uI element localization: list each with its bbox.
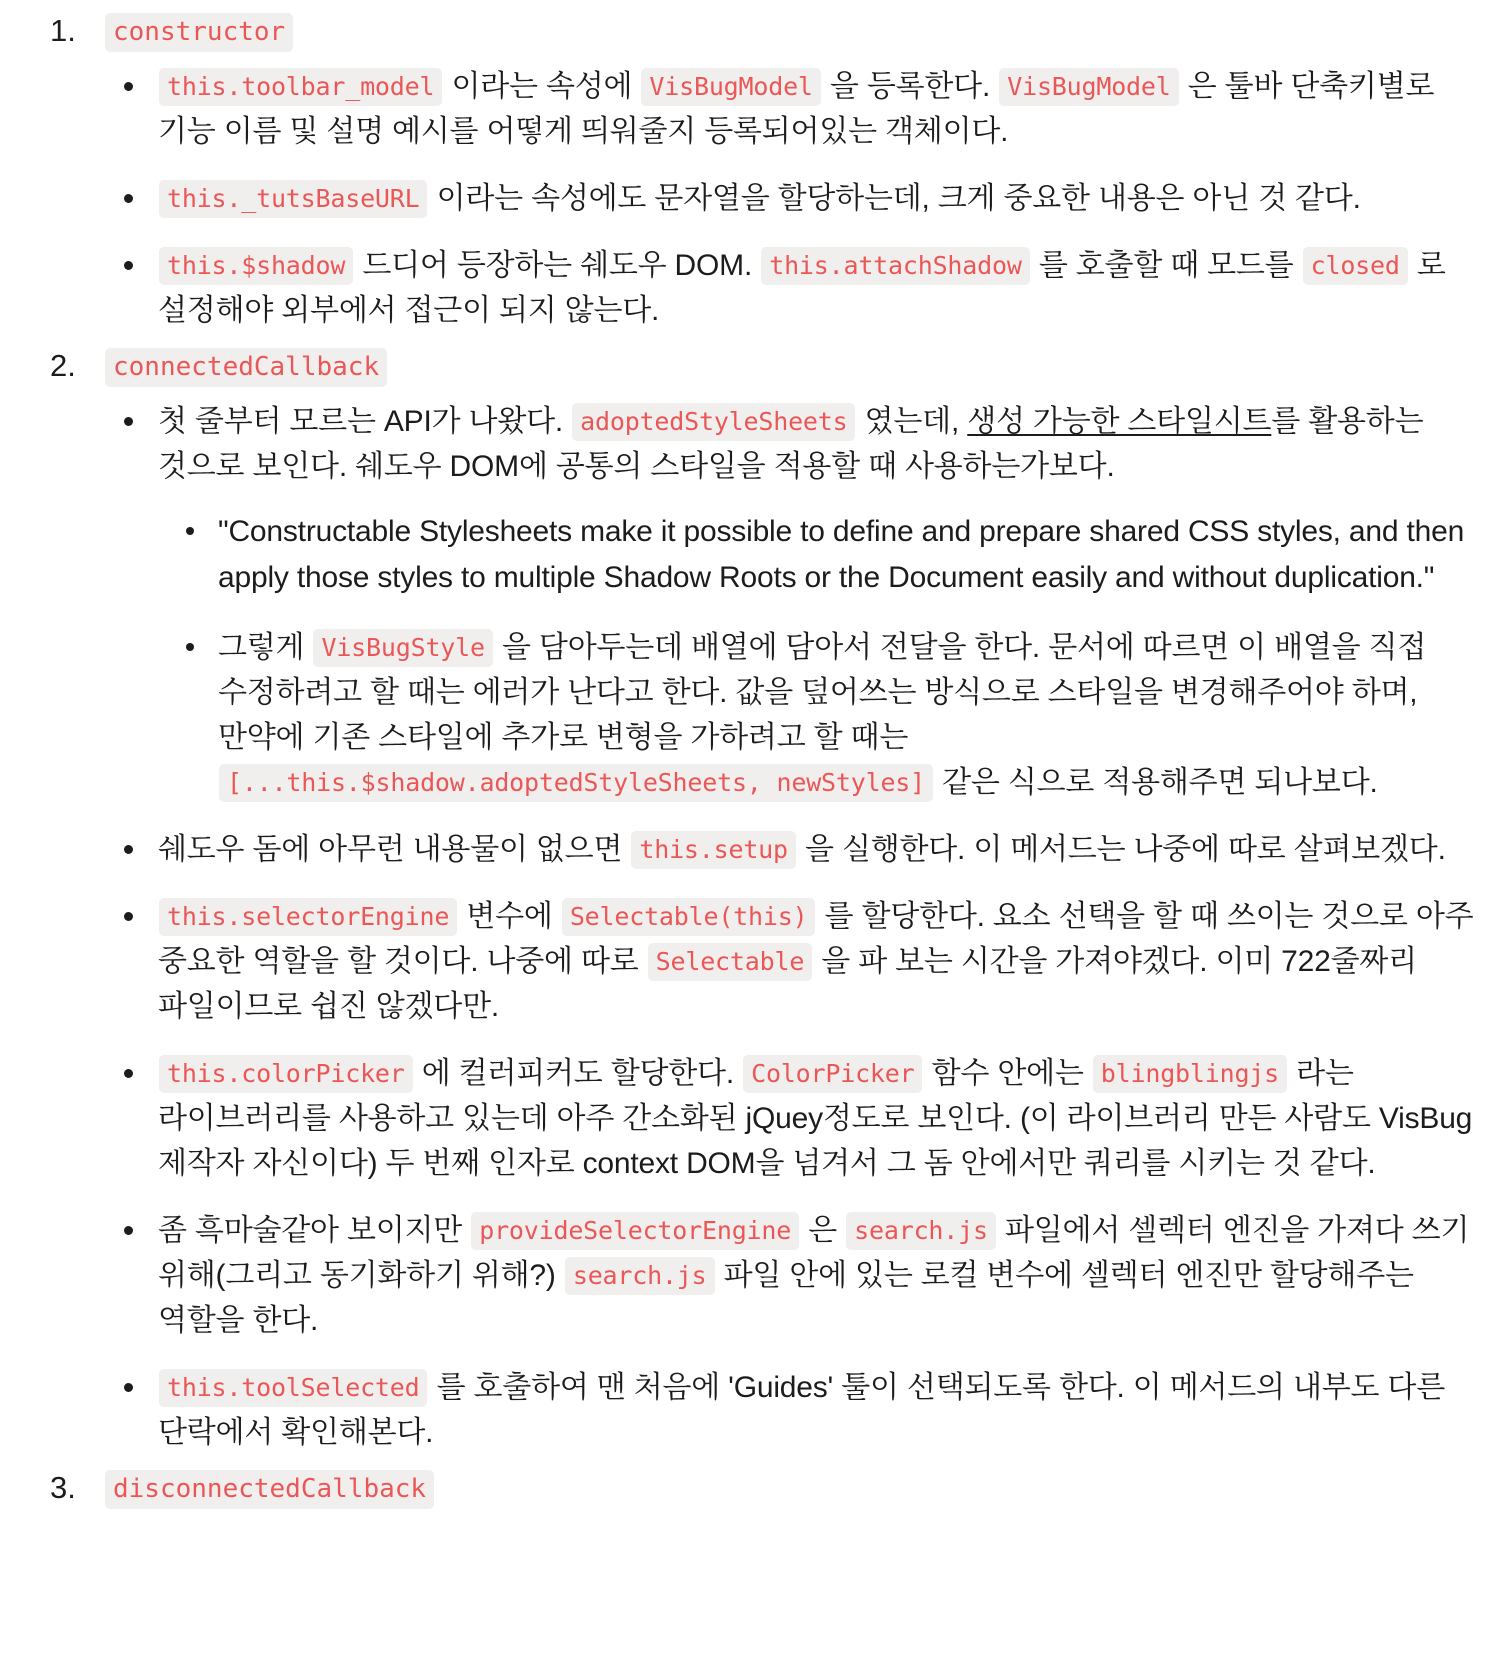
list-item [104, 1365, 1480, 1455]
list-item-text [158, 894, 1480, 1029]
section-heading [104, 343, 1480, 389]
body-text: 파일 안에 있는 로컬 변수에 셀렉터 엔진만 할당해주는 역할을 한다. [158, 1259, 1414, 1337]
list-item-text [158, 827, 1480, 872]
inline-code: closed [1303, 247, 1408, 285]
list-item [164, 625, 1480, 805]
bullet-list [104, 64, 1480, 333]
body-text: 그렇게 [218, 631, 313, 664]
body-text: 를 호출하여 맨 처음에 'Guides' 툴이 선택되도록 한다. 이 메서드의 내부도 다른 단락에서 확인해본다. [158, 1371, 1445, 1449]
inline-code: Selectable(this) [562, 898, 816, 936]
list-item-text [158, 64, 1480, 154]
body-text: 이라는 속성에 [443, 70, 641, 103]
body-text: 은 [800, 1214, 846, 1247]
section-heading [104, 8, 1480, 54]
nested-bullet-list [158, 509, 1480, 805]
body-text: 쉐도우 돔에 아무런 내용물이 없으면 [158, 833, 631, 866]
inline-code: this.toolbar_model [159, 68, 442, 106]
body-text: 이라는 속성에도 문자열을 할당하는데, 크게 중요한 내용은 아닌 것 같다. [428, 182, 1361, 215]
bullet-dot-icon [124, 845, 133, 854]
inline-code: this.toolSelected [159, 1369, 427, 1407]
inline-code: this._tutsBaseURL [159, 180, 427, 218]
body-text: 변수에 [458, 900, 561, 933]
body-text: 을 파 보는 시간을 가져야겠다. 이미 722줄짜리 파일이므로 쉽진 않겠다만. [158, 945, 1417, 1023]
bullet-dot-icon [124, 261, 133, 270]
list-number: 2. [50, 348, 76, 383]
inline-code: VisBugModel [641, 68, 820, 106]
inline-code: Selectable [648, 943, 813, 981]
list-item-text [158, 399, 1480, 489]
bullet-dot-icon [124, 1069, 133, 1078]
inline-code: [...this.$shadow.adoptedStyleSheets, newStyles] [219, 764, 933, 802]
inline-code: VisBugStyle [313, 629, 492, 667]
numbered-list-item [18, 1465, 1480, 1511]
list-item [164, 509, 1480, 601]
body-text: 파일에서 셀렉터 엔진을 가져다 쓰기 위해(그리고 동기화하기 위해?) [158, 1214, 1470, 1292]
body-text: 첫 줄부터 모르는 API가 나왔다. [158, 405, 572, 438]
inline-code: adoptedStyleSheets [572, 403, 855, 441]
bullet-dot-icon [124, 194, 133, 203]
body-text: 같은 식으로 적용해주면 되나보다. [934, 766, 1378, 799]
body-text: 은 툴바 단축키별로 기능 이름 및 설명 예시를 어떻게 띄워줄지 등록되어있는 객체이다. [158, 70, 1435, 148]
list-item [104, 1051, 1480, 1186]
body-text: 을 담아두는데 배열에 담아서 전달을 한다. 문서에 따르면 이 배열을 직접 수정하려고 할 때는 에러가 난다고 한다. 값을 덮어쓰는 방식으로 스타일을 변경해주어야 하며, 만약에 기존 스타일에 추가로 변형을 가하려고 할 때는 [218, 631, 1427, 754]
inline-code: search.js [565, 1257, 715, 1295]
inline-code: this.$shadow [159, 247, 353, 285]
section-heading [104, 1465, 1480, 1511]
list-item-text [158, 176, 1480, 221]
body-text: 를 활용하는 것으로 보인다. 쉐도우 DOM에 공통의 스타일을 적용할 때 사용하는가보다. [158, 405, 1424, 483]
body-text: 을 등록한다. [821, 70, 999, 103]
bullet-list [104, 399, 1480, 1455]
inline-code: blingblingjs [1093, 1055, 1287, 1093]
body-text: 함수 안에는 [923, 1057, 1092, 1090]
body-text: 을 실행한다. 이 메서드는 나중에 따로 살펴보겠다. [796, 833, 1446, 866]
body-text: 좀 흑마술같아 보이지만 [158, 1214, 471, 1247]
quote-text: "Constructable Stylesheets make it possible to define and prepare shared CSS styles, and then apply those styles to multiple Shadow Roots or the Document easily and without duplication." [218, 515, 1465, 594]
bullet-dot-icon [124, 912, 133, 921]
list-item [104, 894, 1480, 1029]
bullet-dot-icon [186, 643, 194, 651]
inline-code: provideSelectorEngine [471, 1212, 799, 1250]
bullet-dot-icon [186, 527, 194, 535]
inline-code: this.colorPicker [159, 1055, 413, 1093]
numbered-list-item [18, 343, 1480, 1455]
list-number: 1. [50, 13, 76, 48]
inline-code: this.selectorEngine [159, 898, 457, 936]
list-item-text [218, 509, 1480, 601]
list-item [104, 64, 1480, 154]
bullet-dot-icon [124, 1226, 133, 1235]
inline-code: ColorPicker [743, 1055, 922, 1093]
inline-link[interactable]: 생성 가능한 스타일시트 [967, 405, 1272, 438]
body-text: 로 설정해야 외부에서 접근이 되지 않는다. [158, 249, 1446, 327]
list-item-text [158, 1051, 1480, 1186]
list-item-text [158, 1365, 1480, 1455]
list-item [104, 176, 1480, 221]
body-text: 를 호출할 때 모드를 [1030, 249, 1302, 282]
heading-inline-code: disconnectedCallback [105, 1470, 434, 1509]
numbered-list-item [18, 8, 1480, 333]
list-item-text [158, 243, 1480, 333]
ordered-list [18, 8, 1480, 1511]
body-text: 에 컬러피커도 할당한다. [413, 1057, 743, 1090]
list-item-text [218, 625, 1480, 805]
list-item [104, 399, 1480, 805]
list-item [104, 243, 1480, 333]
inline-code: search.js [846, 1212, 996, 1250]
list-item [104, 1208, 1480, 1343]
body-text: 였는데, [856, 405, 968, 438]
body-text: 라는 라이브러리를 사용하고 있는데 아주 간소화된 jQuey정도로 보인다. (이 라이브러리 만든 사람도 VisBug 제작자 자신이다) 두 번째 인자로 context DOM을 넘겨서 그 돔 안에서만 쿼리를 시키는 것 같다. [158, 1057, 1473, 1180]
list-item-text [158, 1208, 1480, 1343]
inline-code: VisBugModel [999, 68, 1178, 106]
bullet-dot-icon [124, 417, 133, 426]
body-text: 드디어 등장하는 쉐도우 DOM. [354, 249, 761, 282]
bullet-dot-icon [124, 82, 133, 91]
body-text: 를 할당한다. 요소 선택을 할 때 쓰이는 것으로 아주 중요한 역할을 할 것이다. 나중에 따로 [158, 900, 1474, 978]
list-number: 3. [50, 1470, 76, 1505]
heading-inline-code: constructor [105, 13, 293, 52]
heading-inline-code: connectedCallback [105, 348, 387, 387]
inline-code: this.setup [631, 831, 796, 869]
list-item [104, 827, 1480, 872]
inline-code: this.attachShadow [761, 247, 1029, 285]
bullet-dot-icon [124, 1383, 133, 1392]
